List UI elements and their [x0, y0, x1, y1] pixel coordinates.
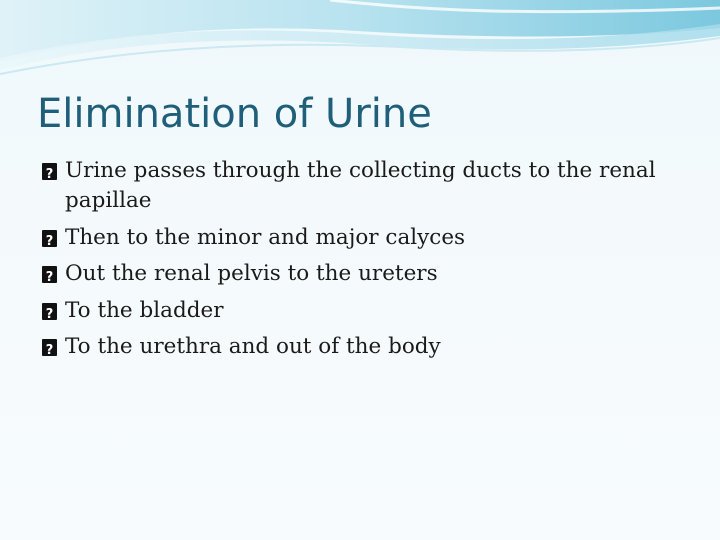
missing-glyph-icon [42, 230, 57, 247]
bullet-item [42, 223, 692, 253]
bullet-text: Urine passes through the collecting ducts to the renal papillae [65, 158, 656, 213]
bullet-item [42, 332, 692, 362]
bullet-list [42, 156, 692, 369]
header-wave-decoration [0, 0, 720, 90]
missing-glyph-icon [42, 163, 57, 180]
bullet-text: To the urethra and out of the body [65, 334, 441, 359]
bullet-item [42, 259, 692, 289]
missing-glyph-icon [42, 339, 57, 356]
bullet-text: To the bladder [65, 297, 224, 323]
slide-title: Elimination of Urine [37, 91, 432, 137]
bullet-text: Then to the minor and major calyces [65, 224, 466, 250]
bullet-item [42, 156, 692, 216]
missing-glyph-icon [42, 303, 57, 320]
bullet-text: Out the renal pelvis to the ureters [65, 261, 438, 286]
missing-glyph-icon [42, 266, 57, 283]
bullet-item [42, 296, 692, 326]
